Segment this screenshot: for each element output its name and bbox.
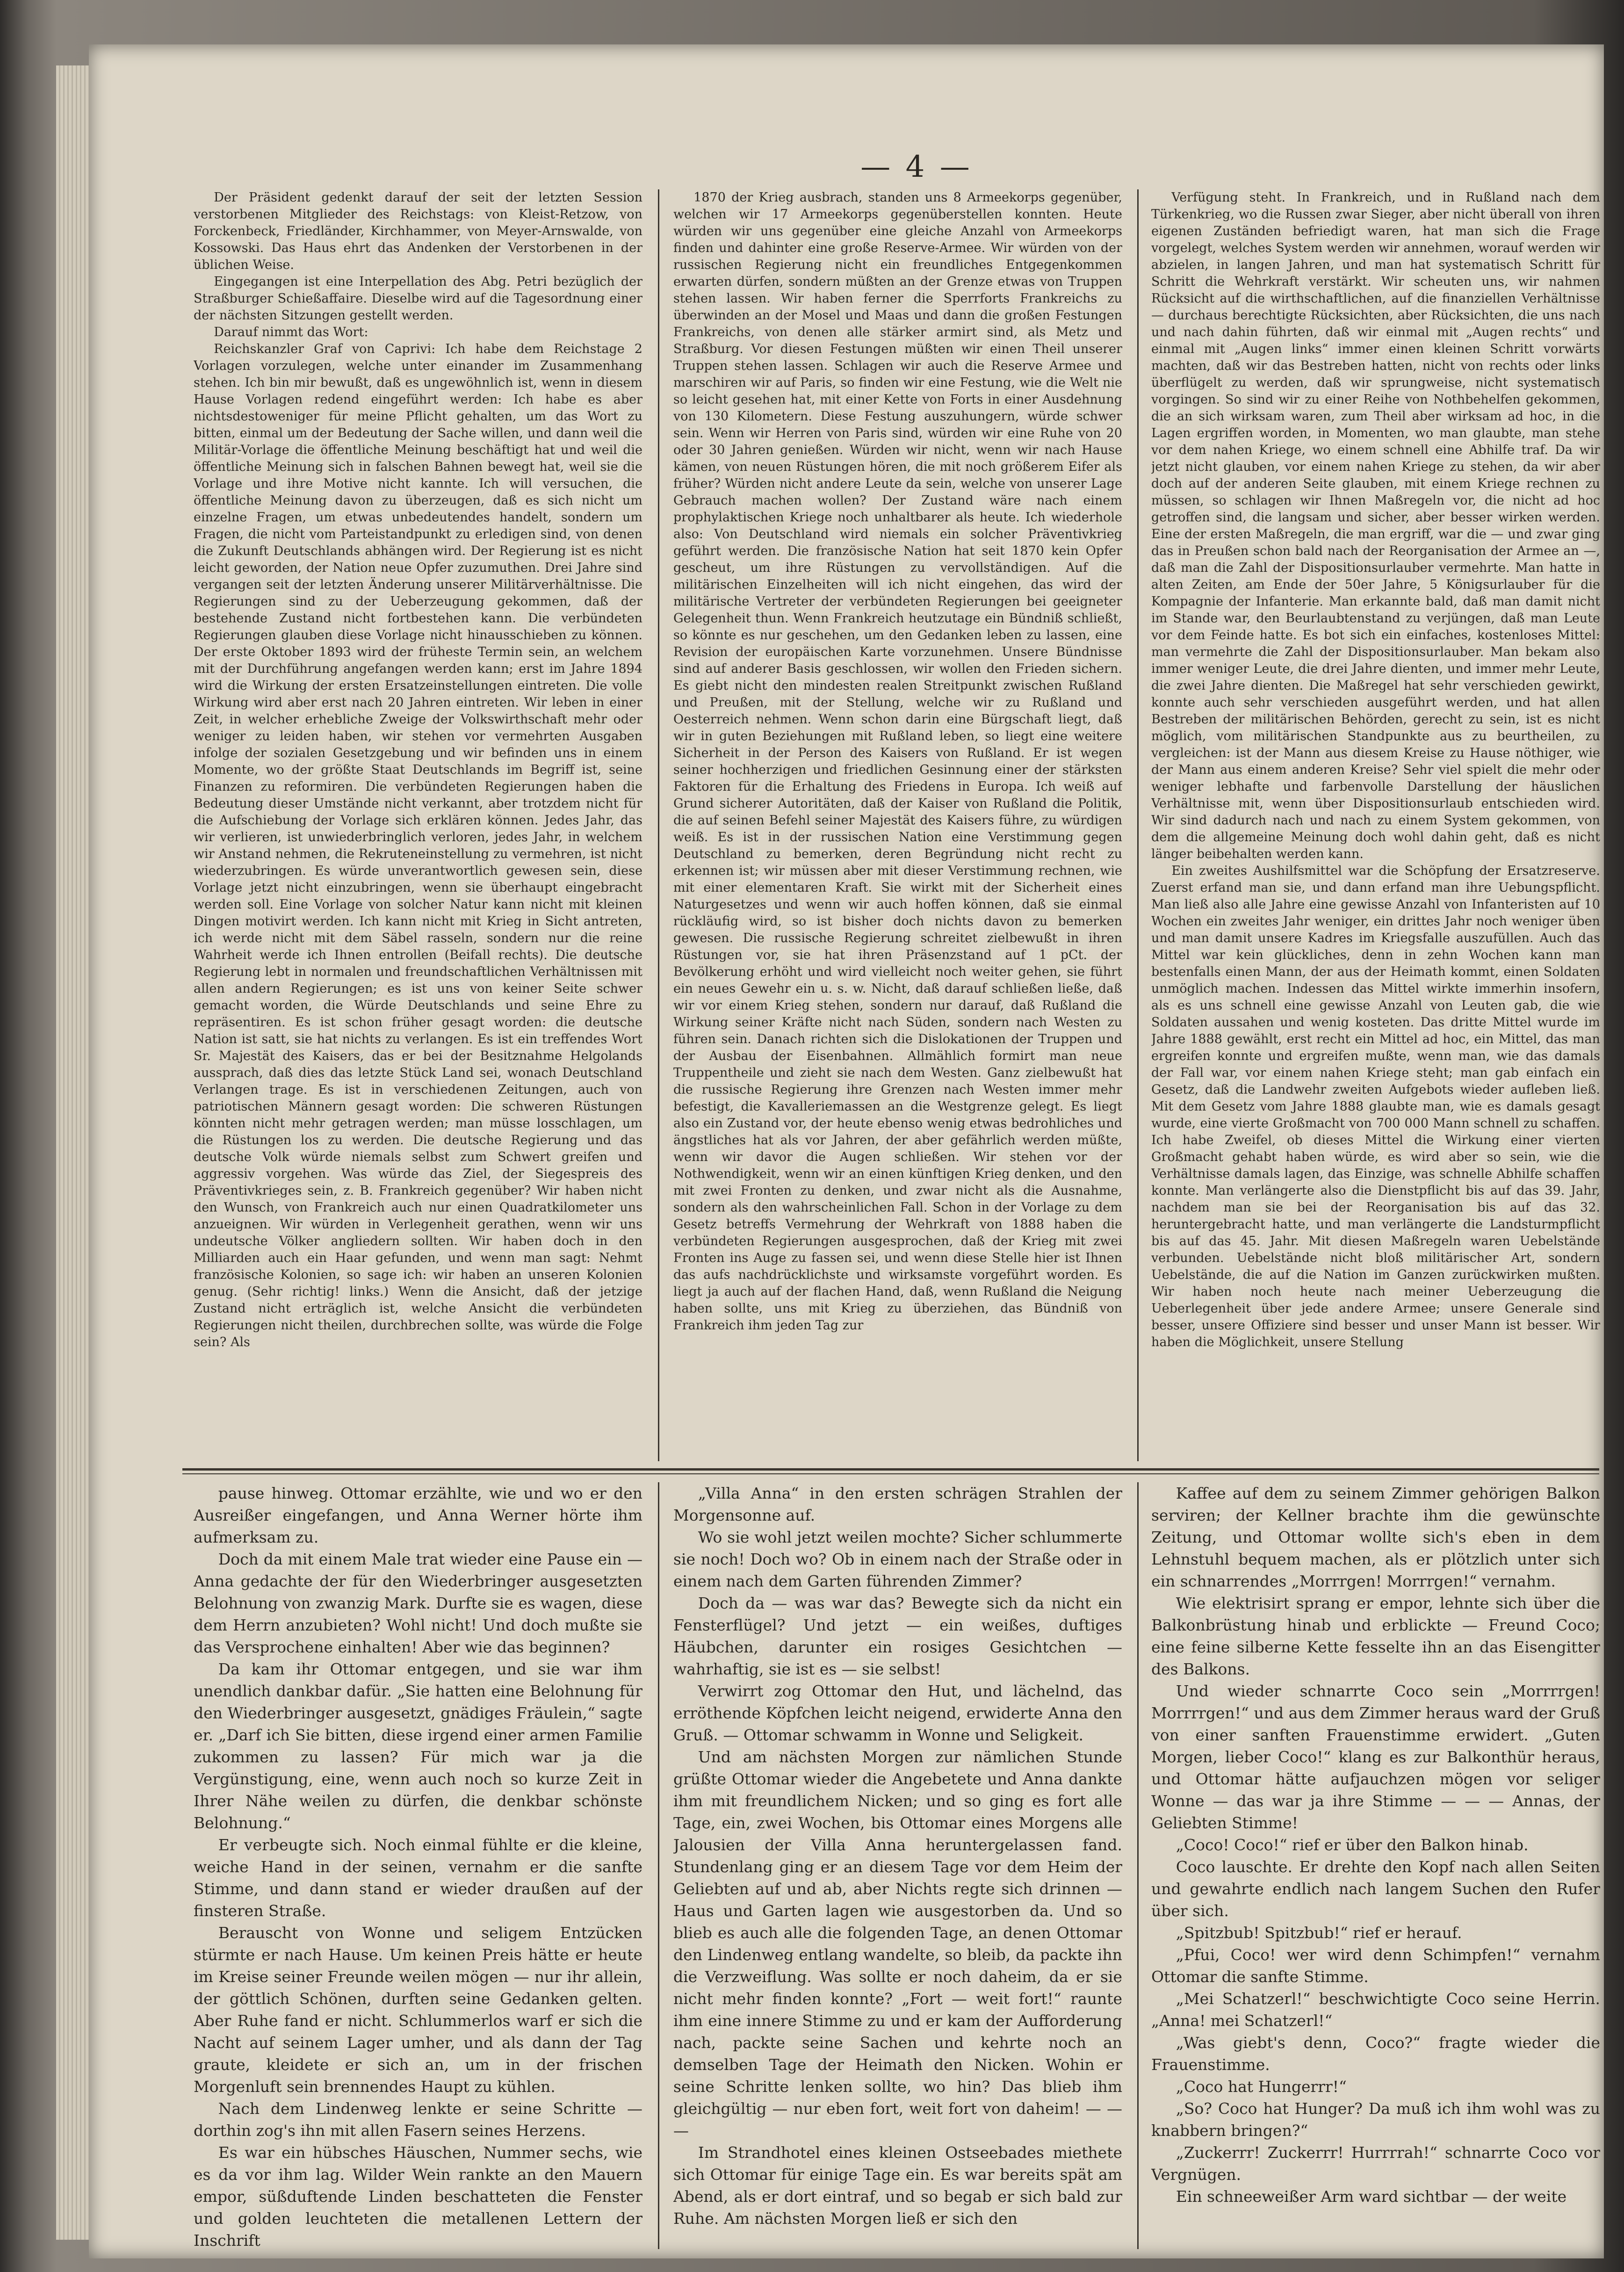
paragraph: „So? Coco hat Hunger? Da muß ich ihm wohl was zu knabbern bringen?“: [1151, 2099, 1600, 2140]
paragraph: „Coco hat Hungerrr!“: [1176, 2077, 1347, 2096]
paragraph: Es war ein hübsches Häuschen, Nummer sechs, wie es da vor ihm lag. Wilder Wein rankte an den Mauern empor, süßduftende Linden beschatteten die Fenster und golden leuchteten die metallenen Lettern der Inschrift: [194, 2143, 642, 2249]
article-column-1: [194, 189, 642, 1461]
paragraph: Coco lauschte. Er drehte den Kopf nach allen Seiten und gewahrte endlich nach langem Suchen den Rufer über sich.: [1151, 1858, 1600, 1920]
page-number: — 4 —: [860, 150, 973, 184]
paragraph: Im Strandhotel eines kleinen Ostseebades miethete sich Ottomar für einige Tage ein. Es war bereits spät am Abend, als er dort eintraf, und so begab er sich bald zur Ruhe. Am nächsten Morgen ließ er sich den: [673, 2143, 1122, 2228]
feuilleton-column-2: [673, 1482, 1122, 2249]
column-rule: [658, 189, 659, 1461]
paragraph: „Spitzbub! Spitzbub!“ rief er herauf.: [1176, 1924, 1462, 1942]
paragraph: Reichskanzler Graf von Caprivi: Ich habe dem Reichstage 2 Vorlagen vorzulegen, welche unter einander im Zusammenhang stehen. Ich bin mir bewußt, daß es ungewöhnlich ist, wenn in diesem Hause Vorlagen redend eingeführt werden: Ich habe es aber nichtsdestoweniger für meine Pflicht gehalten, um das Wort zu bitten, einmal um der Bedeutung der Sache willen, und dann weil die Militär-Vorlage die öffentliche Meinung beschäftigt hat und weil die öffentliche Meinung sich in falschen Bahnen bewegt hat, weil sie die Vorlage und ihre Motive nicht kannte. Ich will versuchen, die öffentliche Meinung davon zu überzeugen, daß es sich nicht um einzelne Fragen, um etwas unbedeutendes handelt, sondern um Fragen, die nicht vom Parteistandpunkt zu erledigen sind, von denen die Zukunft Deutschlands abhängen wird. Der Regierung ist es nicht leicht geworden, der Nation neue Opfer zuzumuthen. Drei Jahre sind vergangen seit der letzten Änderung unserer Militärverhältnisse. Die Regierungen sind zu der Ueberzeugung gekommen, daß der bestehende Zustand nicht fortbestehen kann. Die verbündeten Regierungen glauben diese Vorlage nicht hinausschieben zu können. Der erste Oktober 1893 wird der früheste Termin sein, an welchem mit der Durchführung angefangen werden kann; erst im Jahre 1894 wird die Wirkung der ersten Ersatzeinstellungen eintreten. Die volle Wirkung wird aber erst nach 20 Jahren eintreten. Wir leben in einer Zeit, in welcher erhebliche Zweige der Volkswirthschaft mehr oder weniger zu leiden haben, wir stehen vor vermehrten Ausgaben infolge der sozialen Gesetzgebung und wir befinden uns in einem Momente, wo der größte Staat Deutschlands im Begriff ist, seine Finanzen zu reformiren. Die verbündeten Regierungen haben die Bedeutung dieser Umstände nicht verkannt, aber trotzdem nicht für die Aufschiebung der Vorlage sich erklären können. Jedes Jahr, das wir verlieren, ist unwiederbringlich verloren, jedes Jahr, in welchem wir Anstand nehmen, die Rekruteneinstellung zu vermehren, ist nicht wiederzubringen. Es würde unverantwortlich gewesen sein, diese Vorlage jetzt nicht einzubringen, wenn sie überhaupt eingebracht werden soll. Eine Vorlage von solcher Natur kann nicht mit kleinen Dingen motivirt werden. Ich kann nicht mit Krieg in Sicht antreten, ich werde nicht mit dem Säbel rasseln, sondern nur die reine Wahrheit werde ich Ihnen entrollen (Beifall rechts). Die deutsche Regierung lebt in normalen und freundschaftlichen Verhältnissen mit allen andern Regierungen; es ist uns von keiner Seite schwer gemacht worden, die Würde Deutschlands und seine Ehre zu repräsentiren. Es ist schon früher gesagt worden: die deutsche Nation ist satt, sie hat nichts zu verlangen. Es ist ein treffendes Wort Sr. Majestät des Kaisers, das er bei der Besitznahme Helgolands aussprach, daß dies das letzte Stück Land sei, wonach Deutschland Verlangen trage. Es ist in verschiedenen Zeitungen, auch von patriotischen Männern gesagt worden: Die schweren Rüstungen könnten nicht mehr getragen werden; man müsse losschlagen, um die Rüstungen los zu werden. Die deutsche Regierung und das deutsche Volk würde niemals selbst zum Schwert greifen und aggressiv vorgehen. Was würde das Ziel, der Siegespreis des Präventivkrieges sein, z. B. Frankreich gegenüber? Wir haben nicht den Wunsch, von Frankreich auch nur einen Quadratkilometer uns anzueignen. Wir würden in Verlegenheit gerathen, wenn wir uns undeutsche Völker angliedern sollten. Wir haben doch in den Milliarden auch ein Haar gefunden, und wenn man sagt: Nehmt französische Kolonien, so sage ich: wir haben an unseren Kolonien genug. (Sehr richtig! links.) Wenn die Ansicht, daß der jetzige Zustand nicht erträglich ist, welche Ansicht die verbündeten Regierungen nicht theilen, durchbrechen sollte, was würde die Folge sein? Als: [194, 342, 642, 1349]
paragraph: Verfügung steht. In Frankreich, und in Rußland nach dem Türkenkrieg, wo die Russen zwar Sieger, aber nicht überall von ihren eigenen Zuständen befriedigt waren, hat man sich die Frage vorgelegt, welches System werden wir annehmen, worauf werden wir abzielen, in langen Jahren, und man hat systematisch Schritt für Schritt die Wehrkraft verstärkt. Wir scheuten uns, wir nahmen Rücksicht auf die wirthschaftlichen, auf die finanziellen Verhältnisse — durchaus berechtigte Rücksichten, aber Rücksichten, die uns nach und nach dahin führten, daß wir einmal mit „Augen rechts“ und einmal mit „Augen links“ immer einen kleinen Schritt vorwärts machten, daß wir das Bestreben hatten, nicht von rechts oder links überflügelt zu werden, daß wir sprungweise, nicht systematisch vorgingen. So sind wir zu einer Reihe von Nothbehelfen gekommen, die an sich wirksam waren, zum Theil aber wirksam ad hoc, in die Lagen ergriffen worden, in Momenten, wo man glaubte, man stehe vor dem nahen Kriege, wo einem schnell eine Abhilfe traf. Da wir jetzt nicht glauben, vor einem nahen Kriege zu stehen, da wir aber doch auf der anderen Seite glauben, mit einem Kriege rechnen zu müssen, so schlagen wir Ihnen Maßregeln vor, die nicht ad hoc getroffen sind, die langsam und sicher, aber besser wirken werden. Eine der ersten Maßregeln, die man ergriff, war die — und zwar ging das in Preußen schon bald nach der Reorganisation der Armee an —, daß man die Zahl der Dispositionsurlauber vermehrte. Man hatte in alten Zeiten, am Ende der 50er Jahre, 5 Königsurlauber für die Kompagnie der Infanterie. Man erkannte bald, daß man damit nicht im Stande war, den Beurlaubtenstand zu verjüngen, daß man Leute vor dem Feinde hatte. Es bot sich ein einfaches, kostenloses Mittel: man vermehrte die Zahl der Dispositionsurlauber. Man bekam also immer weniger Leute, die drei Jahre dienten, und immer mehr Leute, die zwei Jahre dienten. Die Maßregel hat sehr verschieden gewirkt, konnte auch sehr verschieden ausgeführt werden, und hat allen Bestreben der militärischen Behörden, gerecht zu sein, ist es nicht möglich, vom militärischen Standpunkte aus zu beurtheilen, zu vergleichen: ist der Mann aus diesem Kreise zu Hause nöthiger, wie der Mann aus einem anderen Kreise? Sehr viel spielt die mehr oder weniger lebhafte und farbenvolle Darstellung der häuslichen Verhältnisse mit, wenn über Dispositionsurlaub entschieden wird. Wir sind dadurch nach und nach zu einem System gekommen, von dem die allgemeine Meinung doch wohl dahin geht, daß es nicht länger beibehalten werden kann.: [1151, 190, 1600, 861]
paragraph: Er verbeugte sich. Noch einmal fühlte er die kleine, weiche Hand in der seinen, vernahm er die sanfte Stimme, und dann stand er wieder draußen auf der finsteren Straße.: [194, 1836, 642, 1920]
paragraph: Wie elektrisirt sprang er empor, lehnte sich über die Balkonbrüstung hinab und erblickte — Freund Coco; eine feine silberne Kette fesselte ihn an das Eisengitter des Balkons.: [1151, 1594, 1600, 1678]
paragraph: Ein schneeweißer Arm ward sichtbar — der weite: [1176, 2187, 1567, 2206]
paragraph: „Villa Anna“ in den ersten schrägen Strahlen der Morgensonne auf.: [673, 1484, 1122, 1524]
feuilleton-column-3: [1151, 1482, 1600, 2249]
article-column-3: [1151, 189, 1600, 1461]
newspaper-page: [89, 44, 1604, 2258]
column-rule: [1137, 1482, 1139, 2249]
section-divider: [182, 1468, 1599, 1471]
paragraph: Doch da — was war das? Bewegte sich da nicht ein Fensterflügel? Und jetzt — ein weißes, duftiges Häubchen, darunter ein rosiges Gesichtchen — wahrhaftig, sie ist es — sie selbst!: [673, 1594, 1122, 1678]
paragraph: Verwirrt zog Ottomar den Hut, und lächelnd, das erröthende Köpfchen leicht neigend, erwiderte Anna den Gruß. — Ottomar schwamm in Wonne und Seligkeit.: [673, 1682, 1122, 1744]
feuilleton-column-1: [194, 1482, 642, 2249]
paragraph: „Was giebt's denn, Coco?“ fragte wieder die Frauenstimme.: [1151, 2034, 1600, 2074]
paragraph: 1870 der Krieg ausbrach, standen uns 8 Armeekorps gegenüber, welchen wir 17 Armeekorps gegenüberstellen konnten. Heute würden wir uns gegenüber eine gleiche Anzahl von Armeekorps finden und dahinter eine große Reserve-Armee. Wir würden von der russischen Regierung nicht ein freundliches Entgegenkommen erwarten dürfen, sondern müßten an der Grenze etwas von Truppen stehen lassen. Wir haben ferner die Sperrforts Frankreichs zu überwinden an der Mosel und Maas und dann die großen Festungen Frankreichs, von denen alle stärker armirt sind, als Metz und Straßburg. Vor diesen Festungen müßten wir einen Theil unserer Truppen stehen lassen. Schlagen wir auch die Reserve Armee und marschiren wir auf Paris, so finden wir eine Festung, wie die Welt nie so leicht gesehen hat, mit einer Kette von Forts in einer Ausdehnung von 130 Kilometern. Diese Festung auszuhungern, würde schwer sein. Wenn wir Herren von Paris sind, würden wir eine Ruhe von 20 oder 30 Jahren genießen. Würden wir nicht, wenn wir nach Hause kämen, von neuen Rüstungen hören, die mit noch größerem Eifer als früher? Würden nicht andere Leute da sein, welche von unserer Lage Gebrauch machen wollen? Der Zustand wäre nach einem prophylaktischen Kriege noch unhaltbarer als heute. Ich wiederhole also: Von Deutschland wird niemals ein solcher Präventivkrieg geführt werden. Die französische Nation hat seit 1870 kein Opfer gescheut, um ihre Rüstungen zu vervollständigen. Auf die militärischen Einzelheiten will ich nicht eingehen, das wird der militärische Vertreter der verbündeten Regierungen bei geeigneter Gelegenheit thun. Wenn Frankreich heutzutage ein Bündniß schließt, so könnte es nur geschehen, um den Gedanken leben zu lassen, eine Revision der europäischen Karte vorzunehmen. Unsere Bündnisse sind auf anderer Basis geschlossen, wir wollen den Frieden sichern. Es giebt nicht den mindesten realen Streitpunkt zwischen Rußland und Preußen, mit der Stellung, welche wir zu Rußland und Oesterreich nehmen. Wenn schon darin eine Bürgschaft liegt, daß wir in guten Beziehungen mit Rußland leben, so liegt eine weitere Sicherheit in der Person des Kaisers von Rußland. Er ist wegen seiner hochherzigen und friedlichen Gesinnung einer der stärksten Faktoren für die Erhaltung des Friedens in Europa. Ich weiß auf Grund sicherer Autoritäten, daß der Kaiser von Rußland die Politik, die auf seinen Befehl seiner Majestät des Kaisers führe, zu würdigen weiß. Es ist in der russischen Nation eine Verstimmung gegen Deutschland zu bemerken, deren Begründung nicht recht zu erkennen ist; wir müssen aber mit dieser Verstimmung rechnen, wie mit einer elementaren Kraft. Sie wirkt mit der Sicherheit eines Naturgesetzes und wenn wir auch hoffen können, daß sie einmal rückläufig wird, so ist bisher doch nichts davon zu bemerken gewesen. Die russische Regierung schreitet zielbewußt in ihren Rüstungen vor, sie hat ihren Präsenzstand auf 1 pCt. der Bevölkerung erhöht und wird vielleicht noch weiter gehen, sie führt ein neues Gewehr ein u. s. w. Nicht, daß darauf schließen ließe, daß wir vor einem Krieg stehen, sondern nur darauf, daß Rußland die Wirkung seiner Kräfte nicht nach Süden, sondern nach Westen zu führen sein. Danach richten sich die Dislokationen der Truppen und der Ausbau der Eisenbahnen. Allmählich formirt man neue Truppentheile und zieht sie nach dem Westen. Ganz zielbewußt hat die russische Regierung ihre Grenzen nach Westen immer mehr befestigt, die Kavalleriemassen an die Westgrenze gelegt. Es liegt also ein Zustand vor, der heute ebenso wenig etwas bedrohliches und ängstliches hat als vor Jahren, der aber gefährlich werden müßte, wenn wir davor die Augen schließen. Wir stehen vor der Nothwendigkeit, wenn wir an einen künftigen Krieg denken, und den mit zwei Fronten zu denken, und zwar nicht als die Ausnahme, sondern als den wahrscheinlichen Fall. Schon in der Vorlage zu dem Gesetz betreffs Vermehrung der Wehrkraft von 1888 haben die verbündeten Regierungen ausgesprochen, daß der Krieg mit zwei Fronten ins Auge zu fassen sei, und wenn diese Stelle hier ist Ihnen das aufs nachdrücklichste und wirksamste vorgeführt worden. Es liegt ja auch auf der flachen Hand, daß, wenn Rußland die Neigung haben sollte, uns mit Krieg zu überziehen, das Bündniß von Frankreich ihm jeden Tag zur: [673, 190, 1122, 1333]
paragraph: Berauscht von Wonne und seligem Entzücken stürmte er nach Hause. Um keinen Preis hätte er heute im Kreise seiner Freunde weilen mögen — nur ihr allein, der göttlich Schönen, durften seine Gedanken gelten. Aber Ruhe fand er nicht. Schlummerlos warf er sich die Nacht auf seinem Lager umher, und als dann der Tag graute, kleidete er sich an, um in der frischen Morgenluft sein brennendes Haupt zu kühlen.: [194, 1924, 642, 2096]
paragraph: Und wieder schnarrte Coco sein „Morrrrgen! Morrrrgen!“ und aus dem Zimmer heraus ward der Gruß von einer sanften Frauenstimme erwidert. „Guten Morgen, lieber Coco!“ klang es zur Balkonthür heraus, und Ottomar hätte aufjauchzen mögen vor seliger Wonne — das war ja ihre Stimme — — — Annas, der Geliebten Stimme!: [1151, 1682, 1600, 1832]
paragraph: „Pfui, Coco! wer wird denn Schimpfen!“ vernahm Ottomar die sanfte Stimme.: [1151, 1946, 1600, 1986]
paragraph: Doch da mit einem Male trat wieder eine Pause ein — Anna gedachte der für den Wiederbringer ausgesetzten Belohnung von zwanzig Mark. Durfte sie es wagen, diese dem Herrn anzubieten? Wohl nicht! Und doch mußte sie das Versprochene einhalten! Aber wie das beginnen?: [194, 1550, 642, 1656]
paragraph: Da kam ihr Ottomar entgegen, und sie war ihm unendlich dankbar dafür. „Sie hatten eine Belohnung für den Wiederbringer ausgesetzt, gnädiges Fräulein,“ sagte er. „Darf ich Sie bitten, diese irgend einer armen Familie zukommen zu lassen? Für mich war ja die Vergünstigung, eine, wenn auch noch so kurze Zeit in Ihrer Nähe weilen zu dürfen, die denkbar schönste Belohnung.“: [194, 1660, 642, 1832]
paragraph: pause hinweg. Ottomar erzählte, wie und wo er den Ausreißer eingefangen, und Anna Werner hörte ihm aufmerksam zu.: [194, 1484, 642, 1546]
paragraph: Der Präsident gedenkt darauf der seit der letzten Session verstorbenen Mitglieder des Reichstags: von Kleist-Retzow, von Forckenbeck, Friedländer, Kirchhammer, von Meyer-Arnswalde, von Kossowski. Das Haus ehrt das Andenken der Verstorbenen in der üblichen Weise.: [194, 190, 642, 272]
paragraph: Wo sie wohl jetzt weilen mochte? Sicher schlummerte sie noch! Doch wo? Ob in einem nach der Straße oder in einem nach dem Garten führenden Zimmer?: [673, 1528, 1122, 1590]
paragraph: „Mei Schatzerl!“ beschwichtigte Coco seine Herrin. „Anna! mei Schatzerl!“: [1151, 1990, 1600, 2030]
paragraph: „Coco! Coco!“ rief er über den Balkon hinab.: [1176, 1836, 1529, 1854]
paragraph: Darauf nimmt das Wort:: [214, 325, 368, 339]
column-rule: [1137, 189, 1139, 1461]
column-rule: [658, 1482, 659, 2249]
paragraph: Eingegangen ist eine Interpellation des Abg. Petri bezüglich der Straßburger Schießaffaire. Dieselbe wird auf die Tagesordnung einer der nächsten Sitzungen gestellt werden.: [194, 274, 642, 323]
paragraph: Und am nächsten Morgen zur nämlichen Stunde grüßte Ottomar wieder die Angebetete und Anna dankte ihm mit freundlichem Nicken; und so ging es fort alle Tage, ein, zwei Wochen, bis Ottomar eines Morgens alle Jalousien der Villa Anna heruntergelassen fand. Stundenlang ging er an diesem Tage vor dem Heim der Geliebten auf und ab, aber Nichts regte sich drinnen — Haus und Garten lagen wie ausgestorben da. Und so blieb es auch alle die folgenden Tage, an denen Ottomar den Lindenweg entlang wandelte, so bleib, da packte ihn die Verzweiflung. Was sollte er noch daheim, da er sie nicht mehr finden konnte? „Fort — weit fort!“ raunte ihm eine innere Stimme zu und er kam der Aufforderung nach, packte seine Sachen und kehrte noch an demselben Tage der Heimath den Nicken. Wohin er seine Schritte lenken sollte, wo hin? Das blieb ihm gleichgültig — nur eben fort, weit fort von daheim! — — —: [673, 1748, 1122, 2140]
paragraph: Nach dem Lindenweg lenkte er seine Schritte — dorthin zog's ihn mit allen Fasern seines Herzens.: [194, 2099, 642, 2140]
paragraph: „Zuckerrr! Zuckerrr! Hurrrrah!“ schnarrte Coco vor Vergnügen.: [1151, 2143, 1600, 2184]
paragraph: Kaffee auf dem zu seinem Zimmer gehörigen Balkon serviren; der Kellner brachte ihm die gewünschte Zeitung, und Ottomar wollte sich's eben in dem Lehnstuhl bequem machen, als er plötzlich unter sich ein schnarrendes „Morrrgen! Morrrgen!“ vernahm.: [1151, 1484, 1600, 1590]
article-column-2: [673, 189, 1122, 1461]
paragraph: Ein zweites Aushilfsmittel war die Schöpfung der Ersatzreserve. Zuerst erfand man sie, und dann erfand man ihre Uebungspflicht. Man ließ also alle Jahre eine gewisse Anzahl von Infanteristen auf 10 Wochen ein zweites Jahr weniger, ein drittes Jahr noch weniger üben und man damit unsere Kadres im Kriegsfalle auszufüllen. Auch das Mittel war kein glückliches, denn in zehn Wochen kann man bestenfalls einen Mann, der aus der Heimath kommt, einen Soldaten unmöglich machen. Indessen das Mittel wirkte immerhin insofern, als es uns schnell eine gewisse Anzahl von Leuten gab, die wie Soldaten aussahen und wenig kosteten. Das dritte Mittel wurde im Jahre 1888 gewählt, erst recht ein Mittel ad hoc, ein Mittel, das man ergreifen konnte und ergreifen mußte, wenn man, wie das damals der Fall war, vor einem nahen Kriege steht; man gab einfach ein Gesetz, daß die Landwehr zweiten Aufgebots wieder aufleben ließ. Mit dem Gesetz vom Jahre 1888 glaubte man, wie es damals gesagt wurde, eine vierte Großmacht von 700 000 Mann schnell zu schaffen. Ich habe Zweifel, ob dieses Mittel die Wirkung einer vierten Großmacht gehabt haben würde, es wird aber so sein, wie die Verhältnisse damals lagen, das Einzige, was schnelle Abhilfe schaffen konnte. Man verlängerte also die Dienstpflicht bis auf das 39. Jahr, nachdem man sie bei der Reorganisation bis auf das 32. heruntergebracht hatte, und man verlängerte die Landsturmpflicht bis auf das 45. Jahr. Mit diesen Maßregeln waren Uebelstände verbunden. Uebelstände nicht bloß militärischer Art, sondern Uebelstände, die auf die Nation im Ganzen zurückwirken mußten. Wir haben noch heute nach meiner Ueberzeugung die Ueberlegenheit über jede andere Armee; unsere Generale sind besser, unsere Offiziere sind besser und unser Mann ist besser. Wir haben die Möglichkeit, unsere Stellung: [1151, 864, 1600, 1349]
section-divider-thin: [182, 1473, 1599, 1474]
